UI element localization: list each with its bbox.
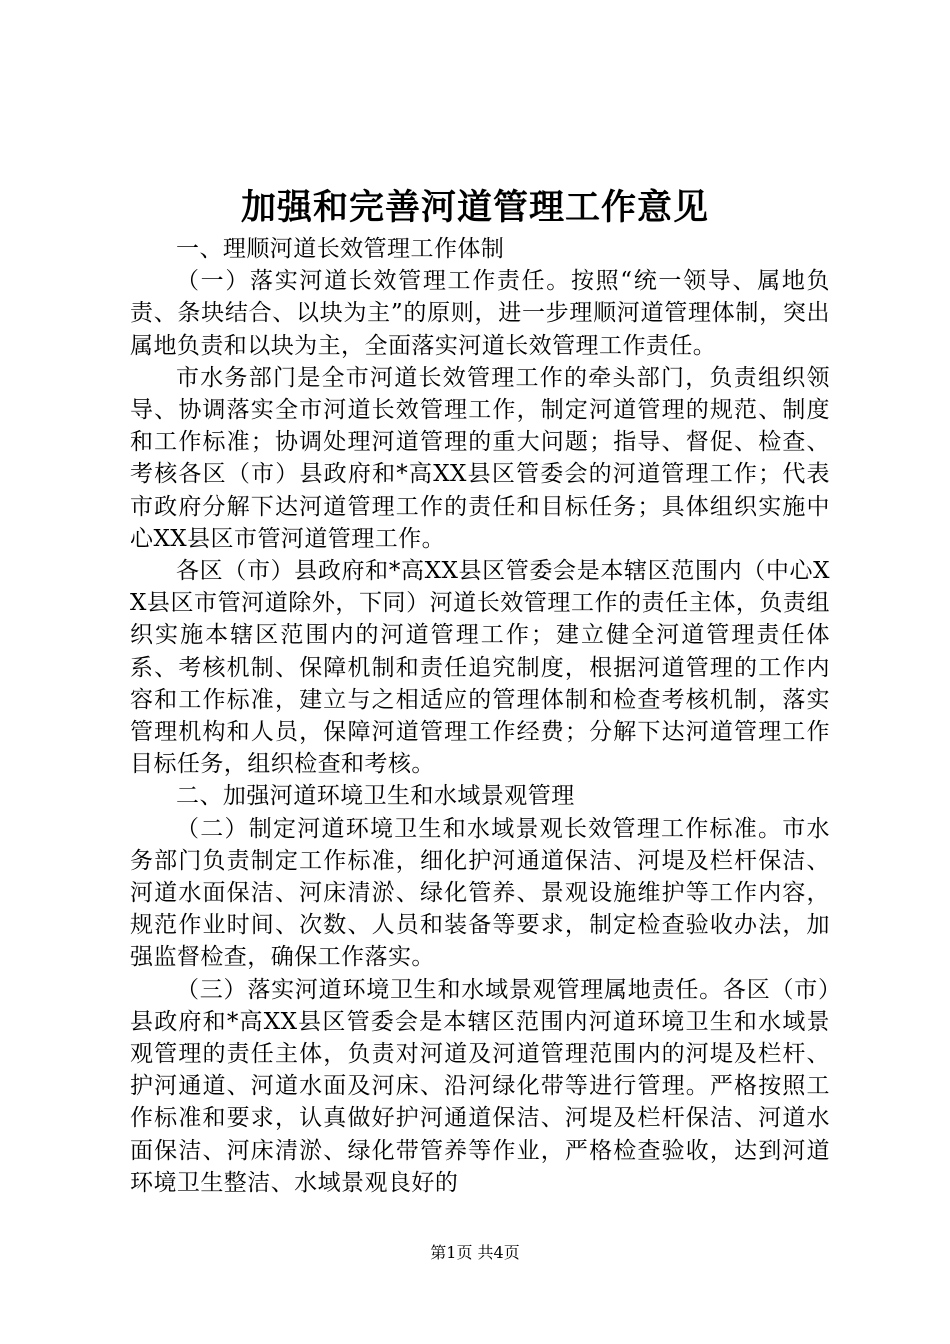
document-title: 加强和完善河道管理工作意见 xyxy=(240,187,709,228)
section-heading-2: 二、加强河道环境卫生和水域景观管理 xyxy=(176,783,575,810)
paragraph: （三）落实河道环境卫生和水域景观管理属地责任。各区（市）县政府和*高XX县区管委会是本辖区范围内河道环境卫生和水域景观管理的责任主体，负责对河道及河道管理范围内的河堤及栏杆、护河通道、河道水面及河床、沿河绿化带等进行管理。严格按照工作标准和要求，认真做好护河通道保洁、河堤及栏杆保洁、河道水面保洁、河床清淤、绿化带管养等作业，严格检查验收，达到河道环境卫生整洁、水域景观良好的 xyxy=(130,976,830,1196)
section-heading-1: 一、理顺河道长效管理工作体制 xyxy=(176,236,505,262)
paragraph: （一）落实河道长效管理工作责任。按照“统一领导、属地负责、条块结合、以块为主”的原则，进一步理顺河道管理体制，突出属地负责和以块为主，全面落实河道长效管理工作责任。 xyxy=(130,268,830,359)
page-number-footer: 第1页 共4页 xyxy=(430,1243,520,1262)
document-body xyxy=(130,233,830,1199)
paragraph: （二）制定河道环境卫生和水域景观长效管理工作标准。市水务部门负责制定工作标准，细化护河通道保洁、河堤及栏杆保洁、河道水面保洁、河床清淤、绿化管养、景观设施维护等工作内容，规范作业时间、次数、人员和装备等要求，制定检查验收办法，加强监督检查，确保工作落实。 xyxy=(130,815,830,971)
paragraph: 各区（市）县政府和*高XX县区管委会是本辖区范围内（中心XX县区市管河道除外，下同）河道长效管理工作的责任主体，负责组织实施本辖区范围内的河道管理工作；建立健全河道管理责任体系、考核机制、保障机制和责任追究制度，根据河道管理的工作内容和工作标准，建立与之相适应的管理体制和检查考核机制，落实管理机构和人员，保障河道管理工作经费；分解下达河道管理工作目标任务，组织检查和考核。 xyxy=(130,558,830,778)
paragraph: 市水务部门是全市河道长效管理工作的牵头部门，负责组织领导、协调落实全市河道长效管理工作，制定河道管理的规范、制度和工作标准；协调处理河道管理的重大问题；指导、督促、检查、考核各区（市）县政府和*高XX县区管委会的河道管理工作；代表市政府分解下达河道管理工作的责任和目标任务；具体组织实施中心XX县区市管河道管理工作。 xyxy=(130,364,830,552)
